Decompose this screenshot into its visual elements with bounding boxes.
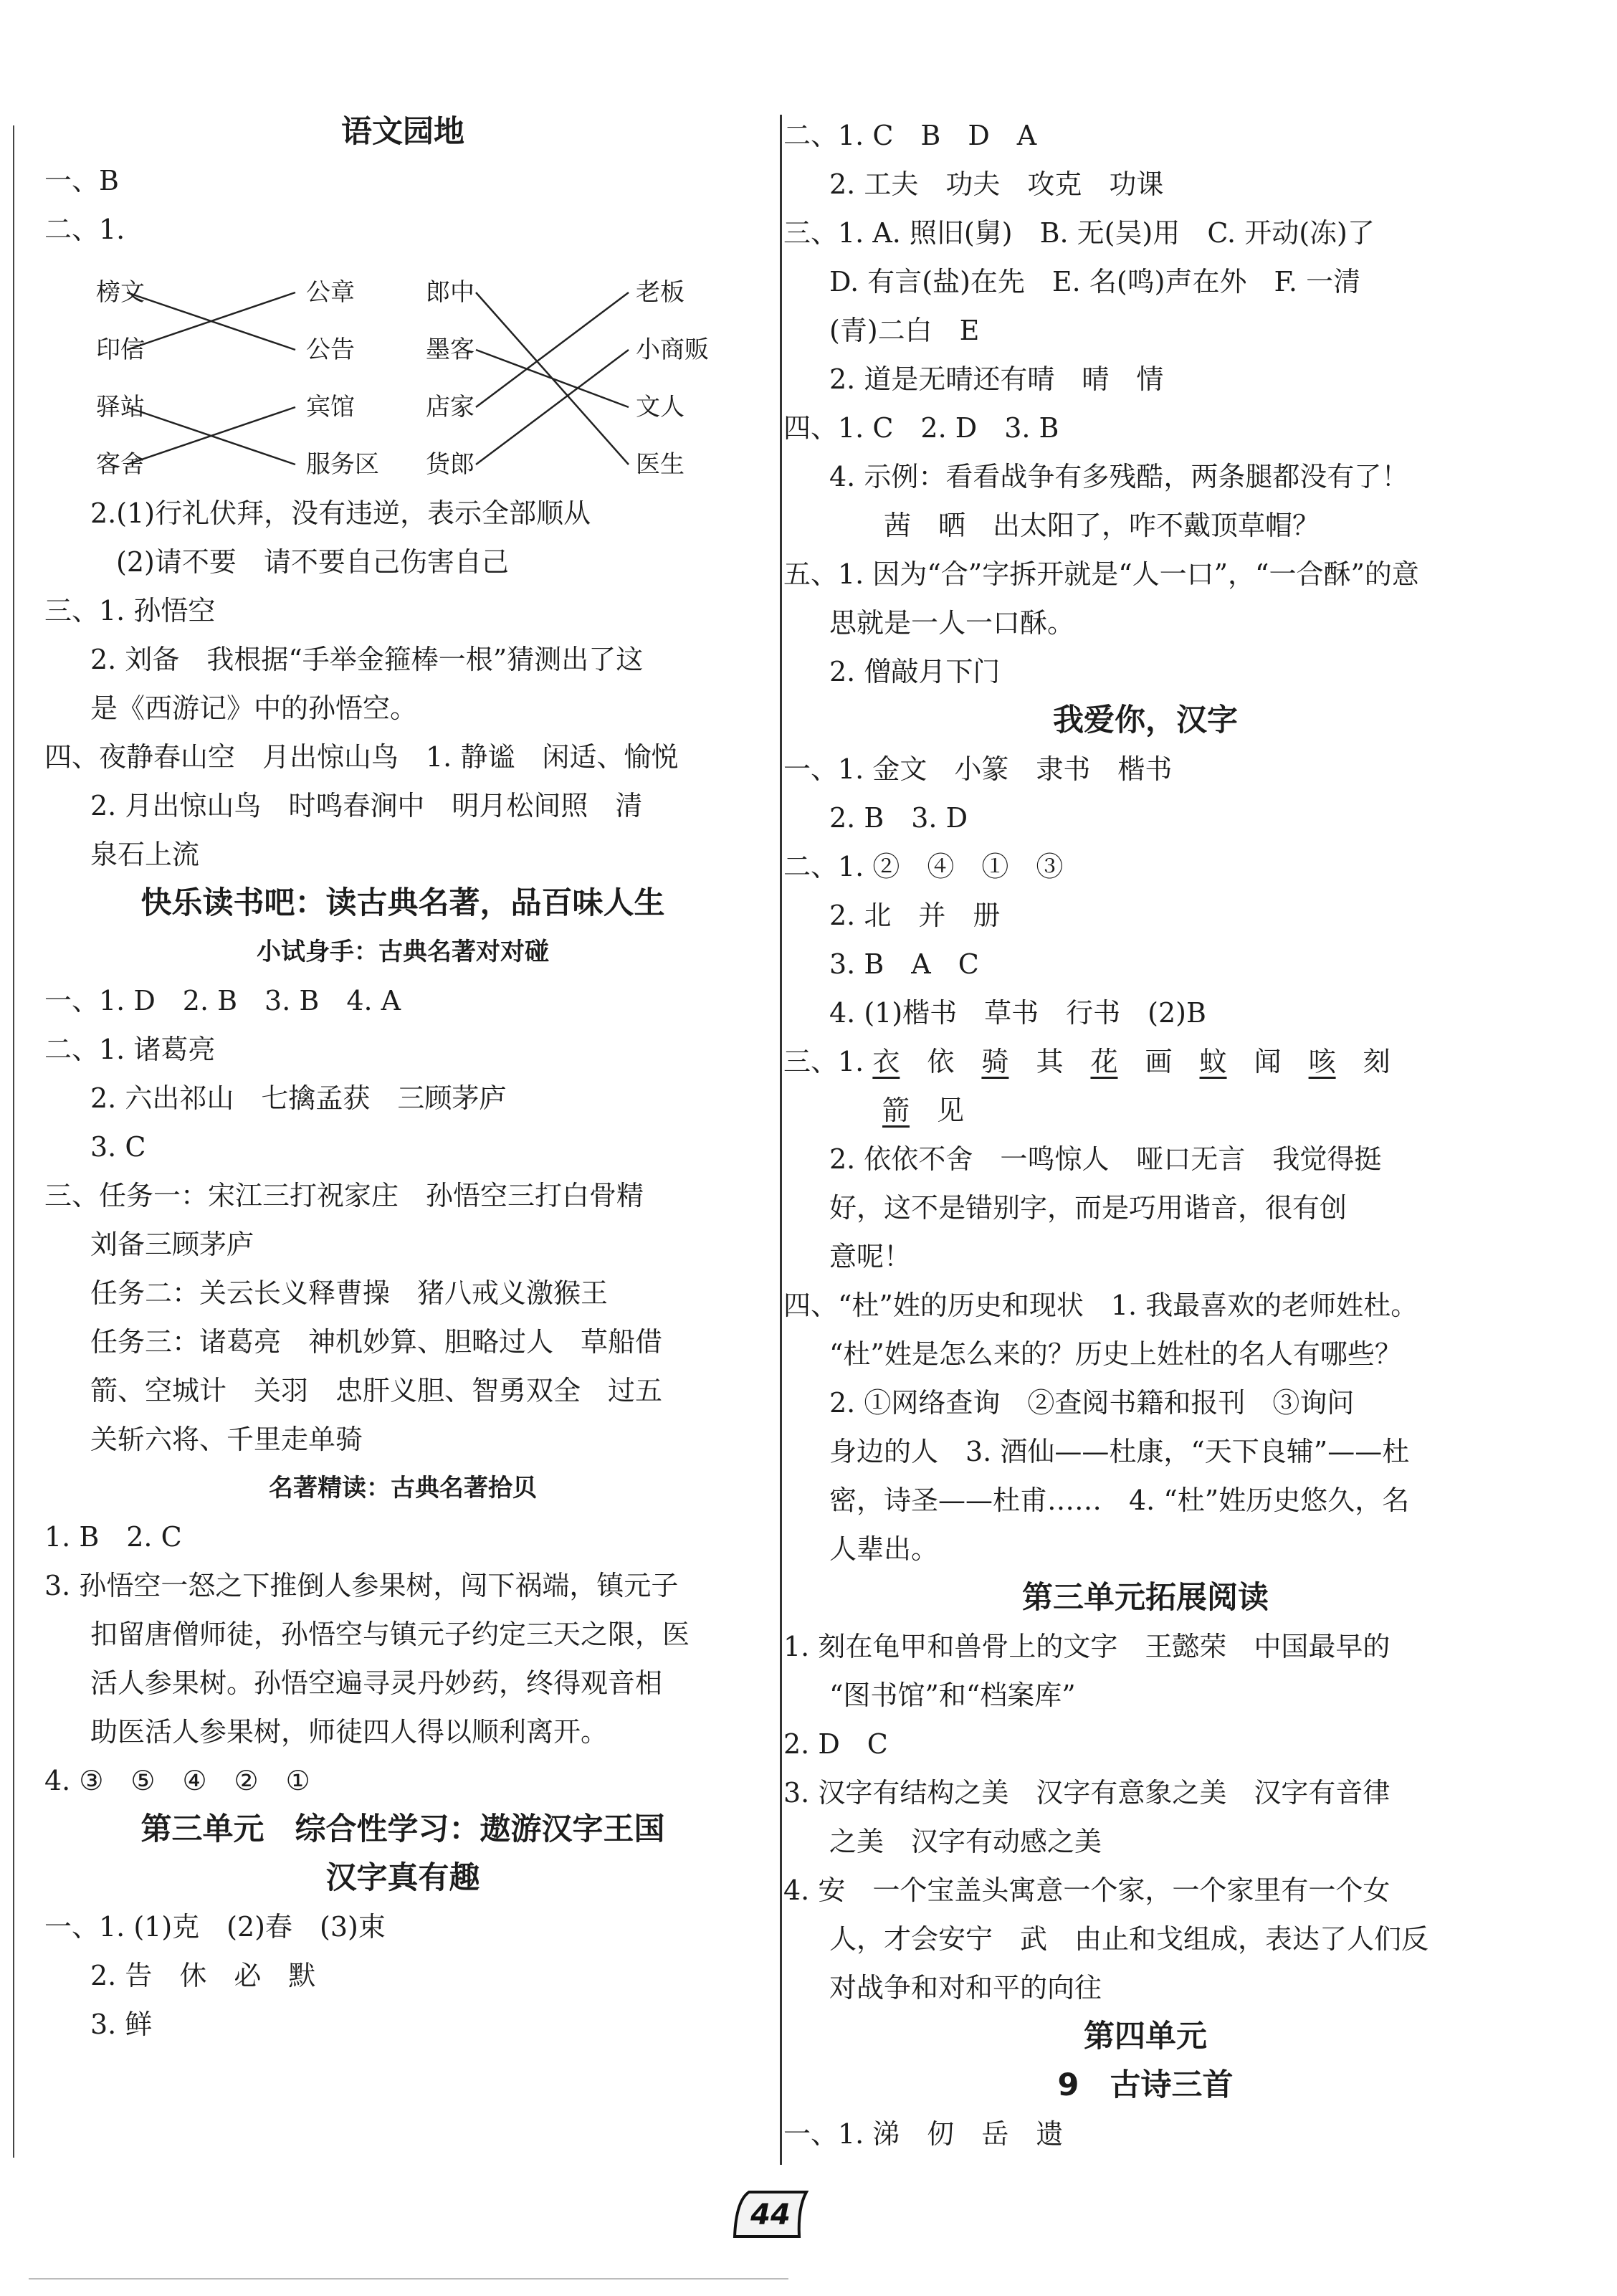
answer-line: 四、“杜”姓的历史和现状 1. 我最喜欢的老师姓杜。 bbox=[783, 1290, 1418, 1321]
answer-line-underlined-chars bbox=[783, 1037, 1507, 1086]
answer-line: 扣留唐僧师徒，孙悟空与镇元子约定三天之限，医 bbox=[90, 1619, 690, 1650]
section-title-wo-ai-ni-hanzi: 我爱你，汉字 bbox=[1053, 702, 1238, 738]
answer-line: 2. 告 休 必 默 bbox=[90, 1960, 316, 1991]
answer-line: 意呢！ bbox=[829, 1241, 912, 1272]
match-word: 驿站 bbox=[96, 393, 145, 421]
answer-line: 2. 依依不舍 一鸣惊人 哑口无言 我觉得挺 bbox=[829, 1143, 1382, 1175]
match-word: 公章 bbox=[306, 278, 355, 307]
answer-line: 3. C bbox=[90, 1131, 146, 1163]
char-yi: 衣 bbox=[872, 1046, 900, 1077]
answer-line: 三、1. A. 照旧(舅) B. 无(吴)用 C. 开动(冻)了 bbox=[783, 217, 1375, 249]
answer-line: 任务三：诸葛亮 神机妙算、胆略过人 草船借 bbox=[90, 1326, 663, 1358]
answer-line: 思就是一人一口酥。 bbox=[829, 607, 1075, 639]
section-title-unit-four: 第四单元 bbox=[1084, 2019, 1207, 2054]
subsection-title: 小试身手：古典名著对对碰 bbox=[257, 938, 549, 966]
char-jian: 箭 bbox=[882, 1095, 910, 1126]
answer-line: 4. (1)楷书 草书 行书 (2)B bbox=[829, 997, 1206, 1029]
match-word: 货郎 bbox=[426, 450, 474, 479]
answer-line: 关斩六将、千里走单骑 bbox=[90, 1424, 363, 1455]
match-word: 店家 bbox=[426, 393, 474, 421]
match-word: 小商贩 bbox=[636, 335, 709, 364]
answer-line: 四、夜静春山空 月出惊山鸟 1. 静谧 闲适、愉悦 bbox=[44, 741, 679, 773]
char-wen: 蚊 bbox=[1199, 1046, 1227, 1077]
match-word: 公告 bbox=[306, 335, 355, 364]
answer-line: 一、B bbox=[44, 165, 119, 196]
subsection-title: 汉字真有趣 bbox=[325, 1860, 480, 1896]
answer-line: 对战争和对和平的向往 bbox=[829, 1972, 1102, 2004]
answer-line: 一、1. D 2. B 3. B 4. A bbox=[44, 985, 401, 1016]
answer-line: 2. 工夫 功夫 攻克 功课 bbox=[829, 168, 1164, 200]
char-wen2: 闻 bbox=[1254, 1046, 1282, 1077]
answer-line: 刘备三顾茅庐 bbox=[90, 1229, 254, 1260]
answer-line: 任务二：关云长义释曹操 猪八戒义激猴王 bbox=[90, 1277, 609, 1309]
match-line bbox=[476, 350, 629, 465]
answer-line: 活人参果树。孙悟空遍寻灵丹妙药，终得观音相 bbox=[90, 1667, 663, 1699]
match-word: 郎中 bbox=[426, 278, 474, 307]
answer-line: 2. 僧敲月下门 bbox=[829, 656, 1001, 687]
column-divider bbox=[780, 115, 782, 2165]
answer-line: 二、1. C B D A bbox=[783, 120, 1037, 151]
answer-line: “杜”姓是怎么来的？历史上姓杜的名人有哪些？ bbox=[829, 1338, 1402, 1370]
answer-line: D. 有言(盐)在先 E. 名(鸣)声在外 F. 一清 bbox=[829, 266, 1361, 297]
answer-line: 3. 孙悟空一怒之下推倒人参果树，闯下祸端，镇元子 bbox=[44, 1570, 679, 1601]
answer-line: 二、1. bbox=[44, 214, 125, 245]
answer-line: 2. ①网络查询 ②查阅书籍和报刊 ③询问 bbox=[829, 1387, 1355, 1419]
answer-line: 助医活人参果树，师徒四人得以顺利离开。 bbox=[90, 1716, 609, 1748]
answer-line: 2. 道是无晴还有晴 晴 情 bbox=[829, 363, 1164, 395]
answer-line: 2. 六出祁山 七擒孟获 三顾茅庐 bbox=[90, 1082, 507, 1114]
answer-line: 2.(1)行礼伏拜，没有违逆，表示全部顺从 bbox=[90, 497, 591, 529]
match-word: 老板 bbox=[636, 278, 685, 307]
match-word: 墨客 bbox=[426, 335, 474, 364]
answer-line: 泉石上流 bbox=[90, 839, 200, 870]
answer-line: 1. B 2. C bbox=[44, 1521, 182, 1553]
answer-line: 2. B 3. D bbox=[829, 802, 968, 834]
char-qi2: 其 bbox=[1036, 1046, 1064, 1077]
answer-line: 三、1. 孙悟空 bbox=[44, 595, 216, 627]
char-qi: 骑 bbox=[981, 1046, 1009, 1077]
match-word: 医生 bbox=[636, 450, 685, 479]
answer-line: 箭、空城计 关羽 忠肝义胆、智勇双全 过五 bbox=[90, 1375, 663, 1406]
answer-line: 二、1. ② ④ ① ③ bbox=[783, 851, 1064, 882]
section-title-unit-three: 第三单元 综合性学习：遨游汉字王国 bbox=[140, 1811, 665, 1847]
answer-line: “图书馆”和“档案库” bbox=[829, 1680, 1076, 1711]
answer-line: 五、1. 因为“合”字拆开就是“人一口”，“一合酥”的意 bbox=[783, 558, 1419, 590]
answer-line: 四、1. C 2. D 3. B bbox=[783, 412, 1059, 444]
answer-line: 人，才会安宁 武 由止和戈组成，表达了人们反 bbox=[829, 1923, 1429, 1955]
bottom-rule bbox=[29, 2278, 788, 2280]
answer-line: 2. D C bbox=[783, 1728, 888, 1760]
char-hua: 花 bbox=[1090, 1046, 1118, 1077]
answer-line: 密，诗圣——杜甫…… 4. “杜”姓历史悠久，名 bbox=[829, 1485, 1410, 1516]
answer-line: 3. 鲜 bbox=[90, 2009, 153, 2040]
answer-line-underlined-chars bbox=[783, 1086, 1507, 1135]
answer-line: 一、1. 金文 小篆 隶书 楷书 bbox=[783, 753, 1173, 785]
match-word: 文人 bbox=[636, 393, 685, 421]
answer-line: 4. ③ ⑤ ④ ② ① bbox=[44, 1765, 310, 1796]
matching-diagram bbox=[44, 254, 761, 489]
match-line bbox=[476, 350, 629, 407]
answer-line: 之美 汉字有动感之美 bbox=[829, 1826, 1102, 1857]
page-number: 44 bbox=[750, 2199, 791, 2231]
section-title-yuwen-yuandi: 语文园地 bbox=[341, 114, 464, 150]
answer-line: 4. 安 一个宝盖头寓意一个家，一个家里有一个女 bbox=[783, 1875, 1391, 1906]
answer-line: 3. B A C bbox=[829, 948, 979, 980]
answer-line: (2)请不要 请不要自己伤害自己 bbox=[116, 546, 509, 578]
match-word: 印信 bbox=[96, 335, 145, 364]
answer-line: 一、1. (1)克 (2)春 (3)束 bbox=[44, 1911, 386, 1943]
match-word: 客舍 bbox=[96, 450, 145, 479]
line-prefix: 三、1. bbox=[783, 1046, 873, 1077]
answer-line: 4. 示例：看看战争有多残酷，两条腿都没有了！ bbox=[829, 461, 1409, 492]
answer-line: (青)二白 E bbox=[829, 315, 980, 346]
answer-line: 3. 汉字有结构之美 汉字有意象之美 汉字有音律 bbox=[783, 1777, 1391, 1809]
char-yi2: 依 bbox=[927, 1046, 955, 1077]
match-line bbox=[476, 292, 629, 407]
answer-line: 是《西游记》中的孙悟空。 bbox=[90, 692, 418, 724]
subsection-title: 名著精读：古典名著拾贝 bbox=[269, 1474, 537, 1502]
section-title-kuaile-dushuba: 快乐读书吧：读古典名著，品百味人生 bbox=[140, 885, 665, 921]
match-word: 服务区 bbox=[306, 450, 379, 479]
answer-line: 三、任务一：宋江三打祝家庄 孙悟空三打白骨精 bbox=[44, 1180, 644, 1211]
left-margin-rule bbox=[13, 125, 14, 2158]
char-jian2: 见 bbox=[937, 1095, 965, 1126]
match-word: 宾馆 bbox=[306, 393, 355, 421]
answer-line: 身边的人 3. 酒仙——杜康，“天下良辅”——杜 bbox=[829, 1436, 1410, 1467]
section-title-tuozhan-yuedu: 第三单元拓展阅读 bbox=[1022, 1580, 1269, 1616]
char-ke2: 刻 bbox=[1363, 1046, 1391, 1077]
answer-line: 一、1. 涕 仞 岳 遗 bbox=[783, 2118, 1064, 2150]
page-number-badge bbox=[728, 2186, 814, 2244]
left-column bbox=[44, 108, 761, 2049]
answer-line: 二、1. 诸葛亮 bbox=[44, 1034, 216, 1065]
answer-line: 1. 刻在龟甲和兽骨上的文字 王懿荣 中国最早的 bbox=[783, 1631, 1391, 1662]
answer-line: 人辈出。 bbox=[829, 1533, 939, 1565]
answer-line: 2. 月出惊山鸟 时鸣春涧中 明月松间照 清 bbox=[90, 790, 643, 821]
match-word: 榜文 bbox=[96, 278, 145, 307]
char-ke: 咳 bbox=[1308, 1046, 1336, 1077]
right-column bbox=[783, 111, 1507, 2158]
subsection-title: 9 古诗三首 bbox=[1057, 2067, 1234, 2103]
answer-line: 茜 晒 出太阳了，咋不戴顶草帽？ bbox=[884, 510, 1320, 541]
answer-line: 2. 刘备 我根据“手举金箍棒一根”猜测出了这 bbox=[90, 644, 644, 675]
answer-line: 2. 北 并 册 bbox=[829, 900, 1001, 931]
char-hua2: 画 bbox=[1145, 1046, 1173, 1077]
answer-line: 好，这不是错别字，而是巧用谐音，很有创 bbox=[829, 1192, 1348, 1224]
